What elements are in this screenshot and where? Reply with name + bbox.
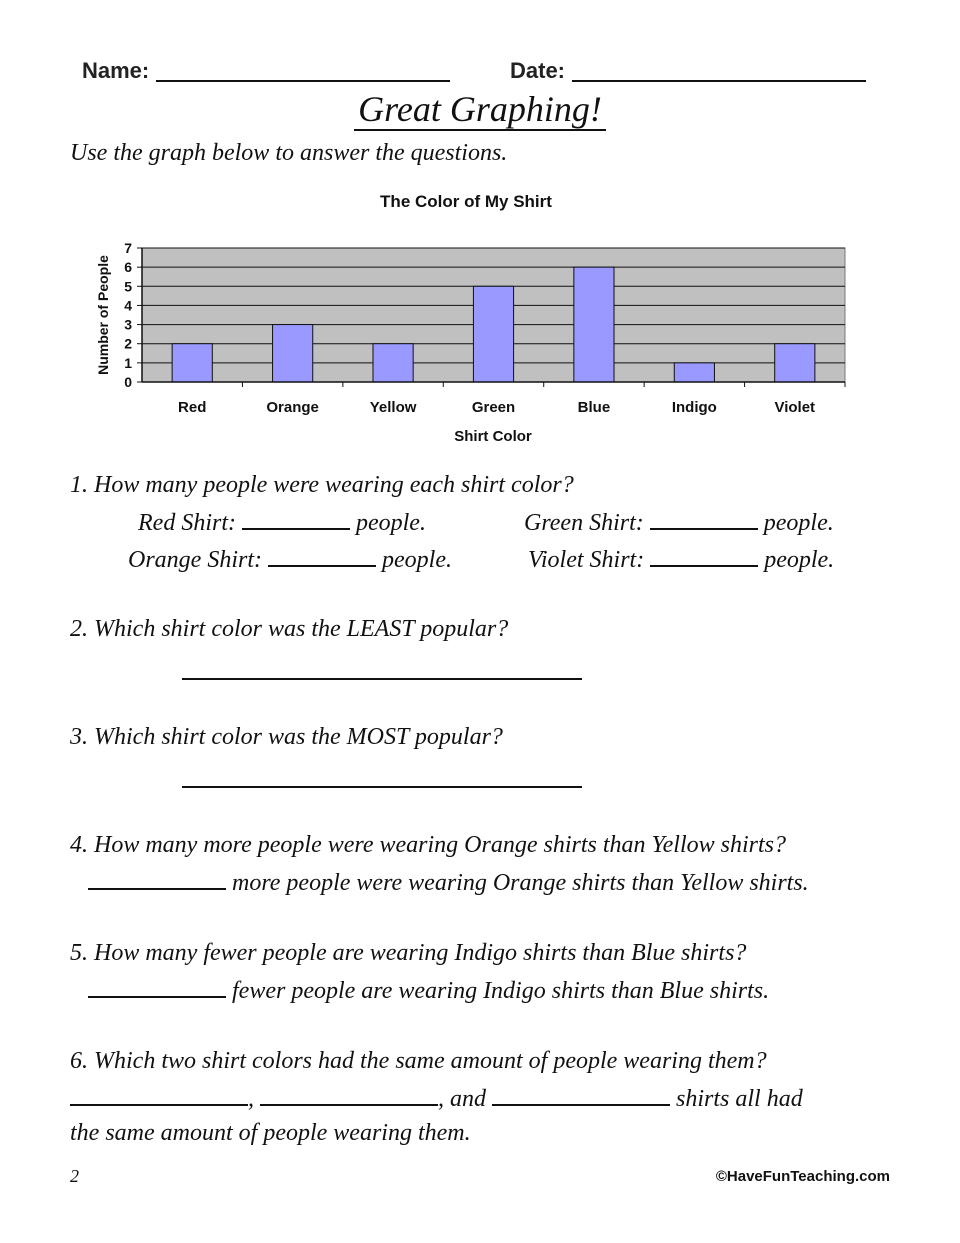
chart-title: The Color of My Shirt	[380, 192, 552, 211]
q1-red-label: Red Shirt:	[138, 510, 236, 536]
instructions: Use the graph below to answer the questions.	[70, 140, 508, 166]
y-tick-label: 5	[124, 278, 132, 295]
q1-violet-row	[528, 545, 834, 574]
bar-blue	[574, 267, 614, 382]
x-ticks	[178, 382, 845, 416]
copyright: ©HaveFunTeaching.com	[715, 1168, 890, 1185]
x-tick-label: Red	[178, 399, 207, 416]
q1-violet-unit: people.	[764, 547, 835, 573]
x-tick-label: Violet	[774, 399, 816, 416]
q6-blank-2[interactable]	[260, 1084, 438, 1106]
q6-answer-tail-2: the same amount of people wearing them.	[70, 1120, 471, 1146]
question-1: 1. How many people were wearing each shirt color?	[70, 472, 574, 498]
q6-comma: ,	[248, 1086, 254, 1112]
q1-green-row	[524, 508, 834, 537]
q1-orange-blank[interactable]	[268, 545, 376, 567]
date-line[interactable]	[572, 80, 866, 82]
q5-answer-tail: fewer people are wearing Indigo shirts than Blue shirts.	[232, 978, 770, 1004]
q4-blank[interactable]	[88, 868, 226, 890]
bar-indigo	[674, 363, 714, 382]
x-tick-label: Indigo	[671, 399, 717, 416]
x-tick-label: Green	[471, 399, 516, 416]
y-axis-label: Number of People	[95, 255, 111, 375]
q4-answer-tail: more people were wearing Orange shirts than Yellow shirts.	[232, 870, 809, 896]
date-label: Date:	[510, 58, 566, 83]
q6-and: and	[450, 1086, 486, 1112]
bar-orange	[273, 325, 313, 382]
q1-orange-label: Orange Shirt:	[128, 547, 262, 573]
y-tick-label: 6	[124, 259, 132, 276]
y-tick-label: 4	[124, 297, 132, 314]
bar-green	[473, 286, 513, 382]
q3-answer-line[interactable]	[182, 786, 582, 788]
q1-orange-row	[128, 545, 452, 574]
q1-violet-label: Violet Shirt:	[528, 547, 645, 573]
x-tick-label: Orange	[266, 399, 319, 416]
q1-red-row	[138, 508, 426, 537]
question-5: 5. How many fewer people are wearing Indigo shirts than Blue shirts?	[70, 940, 747, 966]
q1-orange-unit: people.	[382, 547, 452, 573]
y-tick-label: 7	[124, 240, 132, 256]
question-3: 3. Which shirt color was the MOST popular?	[70, 724, 503, 750]
q4-answer-row	[88, 868, 809, 897]
q6-answer-tail-1: shirts all had	[676, 1086, 803, 1112]
q5-blank[interactable]	[88, 976, 226, 998]
q1-green-label: Green Shirt:	[524, 510, 644, 536]
q6-comma-2: ,	[438, 1086, 444, 1112]
q2-answer-line[interactable]	[182, 678, 582, 680]
y-tick-label: 1	[124, 354, 132, 371]
y-tick-label: 0	[124, 374, 132, 390]
q6-blank-3[interactable]	[492, 1084, 670, 1106]
question-4: 4. How many more people were wearing Orange shirts than Yellow shirts?	[70, 832, 787, 858]
q1-red-unit: people.	[355, 510, 426, 536]
bar-chart	[0, 180, 960, 450]
y-tick-label: 3	[124, 316, 132, 333]
q6-blank-1[interactable]	[70, 1084, 248, 1106]
y-tick-label: 2	[124, 335, 132, 352]
q1-violet-blank[interactable]	[650, 545, 758, 567]
question-6: 6. Which two shirt colors had the same amount of people wearing them?	[70, 1048, 767, 1074]
x-tick-label: Yellow	[369, 399, 417, 416]
q1-red-blank[interactable]	[242, 508, 350, 530]
q5-answer-row	[88, 976, 769, 1005]
name-line[interactable]	[156, 80, 450, 82]
bar-violet	[775, 344, 815, 382]
y-ticks	[124, 240, 142, 390]
q6-answer-row	[70, 1084, 803, 1113]
q1-green-blank[interactable]	[650, 508, 758, 530]
x-tick-label: Blue	[577, 399, 611, 416]
x-axis-label: Shirt Color	[454, 428, 532, 445]
bar-red	[172, 344, 212, 382]
name-label: Name:	[82, 58, 150, 83]
page-number: 2	[70, 1166, 79, 1186]
bar-yellow	[373, 344, 413, 382]
q1-green-unit: people.	[763, 510, 834, 536]
worksheet-title: Great Graphing!	[0, 88, 960, 130]
question-2: 2. Which shirt color was the LEAST popular?	[70, 616, 509, 642]
